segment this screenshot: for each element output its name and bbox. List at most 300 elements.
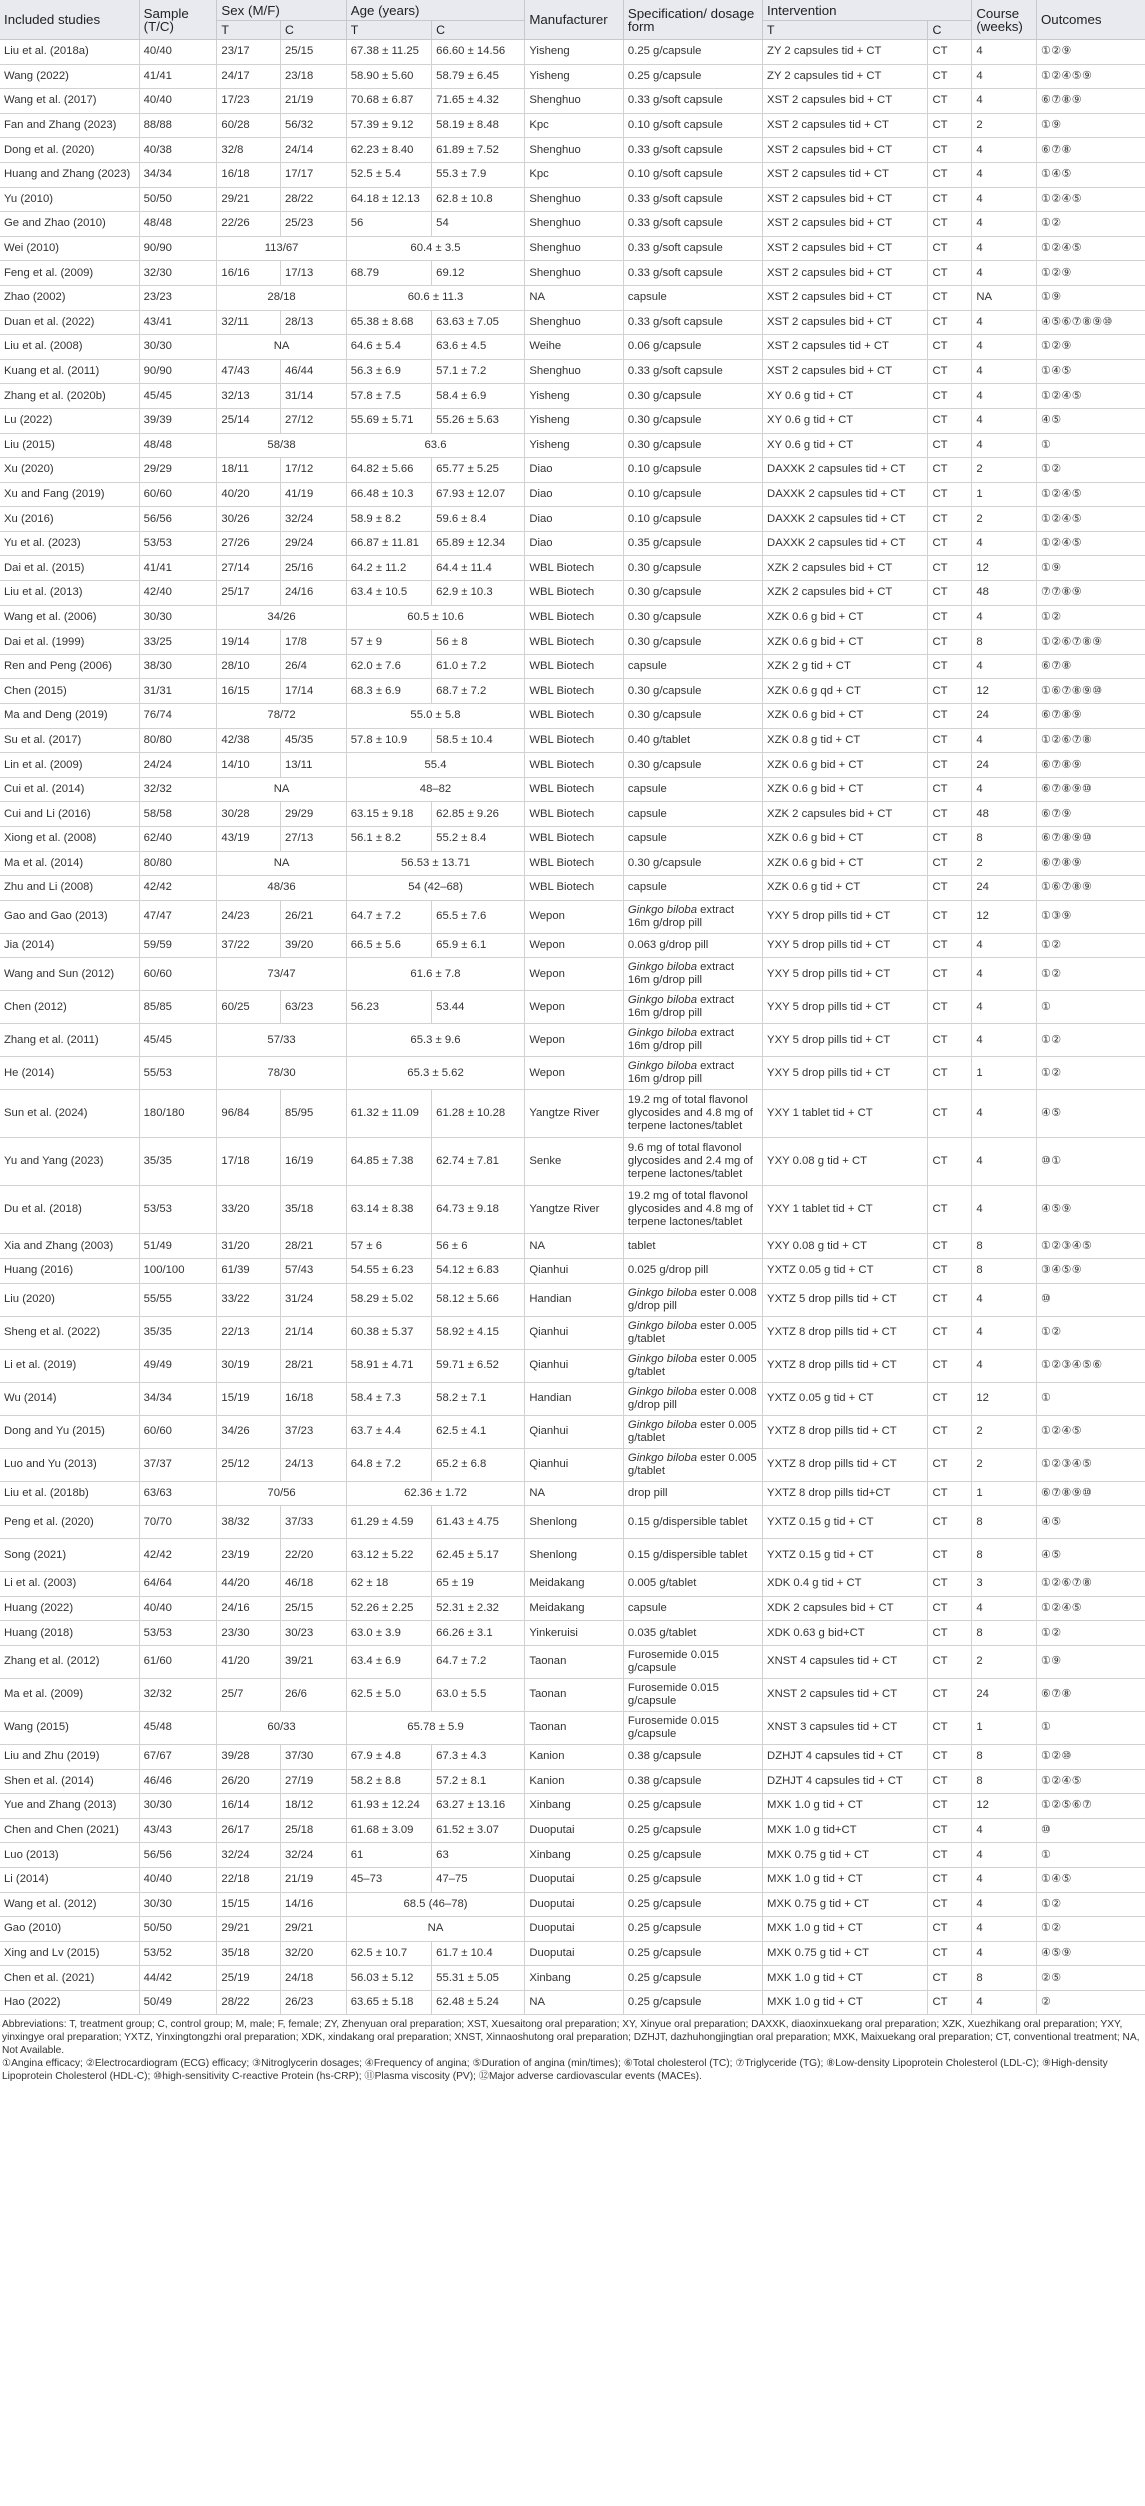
cell-sex-c: 41/19: [280, 482, 346, 507]
cell-manufacturer: Xinbang: [525, 1843, 624, 1868]
cell-course: 8: [972, 1769, 1037, 1794]
spec-text: 0.33 g/soft capsule: [627, 94, 723, 107]
cell-manufacturer: Kanion: [525, 1769, 624, 1794]
cell-outcomes: ①②④⑤: [1036, 507, 1145, 532]
spec-text: capsule: [627, 807, 667, 820]
cell-intervention-c: CT: [928, 261, 972, 286]
cell-outcomes: ①②⑥⑦⑧: [1036, 1572, 1145, 1597]
cell-intervention-t: ZY 2 capsules tid + CT: [763, 40, 928, 65]
spec-text: 0.15 g/dispersible tablet: [627, 1515, 748, 1528]
cell-age-t: 58.4 ± 7.3: [346, 1382, 431, 1415]
cell-specification: [623, 212, 762, 237]
cell-age-c: 54.12 ± 6.83: [432, 1258, 525, 1283]
cell-intervention-t: XST 2 capsules bid + CT: [763, 310, 928, 335]
cell-intervention-c: CT: [928, 408, 972, 433]
cell-sex-t: 23/17: [217, 40, 281, 65]
spec-text: 0.33 g/soft capsule: [627, 143, 723, 156]
cell-manufacturer: Yisheng: [525, 408, 624, 433]
cell-study: Huang (2018): [0, 1621, 139, 1646]
cell-manufacturer: WBL Biotech: [525, 630, 624, 655]
cell-intervention-t: XZK 0.8 g tid + CT: [763, 728, 928, 753]
table-row: [0, 1744, 1145, 1769]
cell-age-t: 61.32 ± 11.09: [346, 1090, 431, 1138]
cell-specification: [623, 679, 762, 704]
cell-specification: [623, 1645, 762, 1678]
cell-outcomes: ①②⑥⑦⑧⑨: [1036, 630, 1145, 655]
cell-sex-c: 21/19: [280, 89, 346, 114]
cell-age-t: 62.5 ± 10.7: [346, 1941, 431, 1966]
header-row-1: [0, 0, 1145, 21]
table-row: [0, 1138, 1145, 1186]
cell-course: 4: [972, 1917, 1037, 1942]
cell-sex-t: 32/24: [217, 1843, 281, 1868]
cell-specification: [623, 138, 762, 163]
cell-age-c: 65.89 ± 12.34: [432, 531, 525, 556]
cell-sex-c: 17/8: [280, 630, 346, 655]
cell-sex-t: 24/17: [217, 64, 281, 89]
cell-intervention-c: CT: [928, 1316, 972, 1349]
cell-outcomes: ①: [1036, 991, 1145, 1024]
cell-age-c: 58.92 ± 4.15: [432, 1316, 525, 1349]
cell-intervention-t: YXY 5 drop pills tid + CT: [763, 1057, 928, 1090]
table-row: [0, 64, 1145, 89]
cell-intervention-t: XNST 4 capsules tid + CT: [763, 1645, 928, 1678]
cell-course: 4: [972, 40, 1037, 65]
cell-specification: [623, 64, 762, 89]
cell-sex-t: 25/17: [217, 581, 281, 606]
cell-specification: [623, 1057, 762, 1090]
cell-sex-c: 63/23: [280, 991, 346, 1024]
table-row: [0, 958, 1145, 991]
cell-specification: [623, 581, 762, 606]
cell-sex-t: 96/84: [217, 1090, 281, 1138]
cell-age-t: 55.69 ± 5.71: [346, 408, 431, 433]
cell-course: 24: [972, 753, 1037, 778]
cell-outcomes: ④⑤: [1036, 1539, 1145, 1572]
cell-intervention-c: CT: [928, 679, 972, 704]
cell-age-t: 56.1 ± 8.2: [346, 827, 431, 852]
cell-manufacturer: Duoputai: [525, 1917, 624, 1942]
table-row: [0, 1316, 1145, 1349]
cell-age-c: 56 ± 6: [432, 1234, 525, 1259]
spec-text: 0.33 g/soft capsule: [627, 266, 723, 279]
header-intervention-t: T: [763, 21, 928, 40]
table-row: [0, 335, 1145, 360]
cell-sex-c: 27/19: [280, 1769, 346, 1794]
cell-specification: [623, 1283, 762, 1316]
cell-sex-t: 16/15: [217, 679, 281, 704]
cell-course: 8: [972, 1258, 1037, 1283]
cell-outcomes: ①②: [1036, 933, 1145, 958]
cell-specification: [623, 1234, 762, 1259]
cell-outcomes: ①: [1036, 1711, 1145, 1744]
cell-outcomes: ①④⑤: [1036, 162, 1145, 187]
cell-manufacturer: Duoputai: [525, 1941, 624, 1966]
cell-intervention-c: CT: [928, 1794, 972, 1819]
cell-age-t: 62.23 ± 8.40: [346, 138, 431, 163]
cell-age-merged: 60.5 ± 10.6: [346, 605, 525, 630]
spec-text: 0.25 g/capsule: [627, 45, 702, 58]
cell-age-t: 57.39 ± 9.12: [346, 113, 431, 138]
cell-intervention-t: YXTZ 8 drop pills tid + CT: [763, 1349, 928, 1382]
cell-intervention-c: CT: [928, 1678, 972, 1711]
cell-sex-merged: 78/30: [217, 1057, 346, 1090]
cell-sex-t: 17/18: [217, 1138, 281, 1186]
table-row: [0, 1481, 1145, 1506]
cell-intervention-t: XZK 0.6 g qd + CT: [763, 679, 928, 704]
cell-specification: [623, 1794, 762, 1819]
cell-course: 4: [972, 162, 1037, 187]
cell-intervention-c: CT: [928, 900, 972, 933]
cell-age-t: 63.7 ± 4.4: [346, 1415, 431, 1448]
cell-outcomes: ①②④⑤: [1036, 1596, 1145, 1621]
cell-manufacturer: Qianhui: [525, 1415, 624, 1448]
cell-specification: [623, 187, 762, 212]
cell-sex-t: 27/26: [217, 531, 281, 556]
cell-age-merged: 60.4 ± 3.5: [346, 236, 525, 261]
header-intervention: Intervention: [763, 0, 972, 21]
cell-study: Zhu and Li (2008): [0, 876, 139, 901]
cell-sample: 45/45: [139, 384, 217, 409]
table-row: [0, 679, 1145, 704]
header-age-c: C: [432, 21, 525, 40]
cell-course: 24: [972, 876, 1037, 901]
cell-course: 24: [972, 1678, 1037, 1711]
cell-intervention-t: XST 2 capsules bid + CT: [763, 187, 928, 212]
spec-text: 0.30 g/capsule: [627, 561, 702, 574]
cell-specification: [623, 1415, 762, 1448]
cell-course: 4: [972, 1138, 1037, 1186]
table-row: [0, 1283, 1145, 1316]
cell-course: 12: [972, 679, 1037, 704]
cell-manufacturer: Meidakang: [525, 1572, 624, 1597]
cell-specification: [623, 1316, 762, 1349]
spec-text: 0.33 g/soft capsule: [627, 242, 723, 255]
cell-age-c: 58.5 ± 10.4: [432, 728, 525, 753]
cell-outcomes: ⑥⑦⑧⑨: [1036, 753, 1145, 778]
cell-age-t: 66.87 ± 11.81: [346, 531, 431, 556]
cell-course: 3: [972, 1572, 1037, 1597]
spec-text: 0.25 g/capsule: [627, 69, 702, 82]
cell-manufacturer: Duoputai: [525, 1818, 624, 1843]
cell-study: Zhao (2002): [0, 285, 139, 310]
cell-sample: 42/42: [139, 876, 217, 901]
cell-study: Dai et al. (2015): [0, 556, 139, 581]
cell-sample: 34/34: [139, 162, 217, 187]
spec-text: 19.2 mg of total flavonol glycosides and 4.8 mg of terpene lactones/tablet: [627, 1094, 753, 1133]
cell-sample: 30/30: [139, 335, 217, 360]
cell-sex-t: 24/16: [217, 1596, 281, 1621]
cell-age-t: 56.3 ± 6.9: [346, 359, 431, 384]
cell-age-c: 58.19 ± 8.48: [432, 113, 525, 138]
cell-sex-c: 27/12: [280, 408, 346, 433]
cell-sex-t: 16/14: [217, 1794, 281, 1819]
cell-intervention-c: CT: [928, 1234, 972, 1259]
cell-age-c: 55.3 ± 7.9: [432, 162, 525, 187]
cell-sex-t: 25/14: [217, 408, 281, 433]
cell-intervention-t: XZK 0.6 g bid + CT: [763, 704, 928, 729]
table-row: [0, 605, 1145, 630]
cell-sample: 90/90: [139, 359, 217, 384]
cell-intervention-c: CT: [928, 507, 972, 532]
cell-sample: 51/49: [139, 1234, 217, 1259]
cell-specification: [623, 1539, 762, 1572]
cell-study: Xiong et al. (2008): [0, 827, 139, 852]
table-row: [0, 138, 1145, 163]
cell-age-c: 63.0 ± 5.5: [432, 1678, 525, 1711]
cell-course: 2: [972, 851, 1037, 876]
spec-text: 0.38 g/capsule: [627, 1750, 702, 1763]
spec-species-name: Ginkgo biloba: [627, 1352, 697, 1365]
table-row: [0, 1572, 1145, 1597]
abbreviations-note: Abbreviations: T, treatment group; C, control group; M, male; F, female; ZY, Zhenyuan oral preparation; XST, Xuesaitong oral preparation; XY, Xinyue oral preparation; DAXXK, diaoxinxuekang oral preparation; XZK, Xuezhikang oral preparation; YXY, yinxingye oral preparation; YXTZ, Yinxingtongzhi oral preparation; XDK, xindakang oral preparation; XNST, Xinnaoshutong oral preparation; DZHJT, dazhuhongjingtian oral preparation; MXK, Maixuekang oral preparation; CT, conventional treatment; NA, Not Available.: [2, 2019, 1140, 2057]
cell-intervention-t: XZK 0.6 g bid + CT: [763, 777, 928, 802]
cell-sample: 48/48: [139, 433, 217, 458]
cell-manufacturer: Qianhui: [525, 1349, 624, 1382]
cell-sex-t: 15/15: [217, 1892, 281, 1917]
cell-outcomes: ①⑨: [1036, 556, 1145, 581]
cell-study: Wei (2010): [0, 236, 139, 261]
cell-intervention-t: XNST 3 capsules tid + CT: [763, 1711, 928, 1744]
cell-sex-c: 23/18: [280, 64, 346, 89]
cell-sex-t: 19/14: [217, 630, 281, 655]
cell-manufacturer: Handian: [525, 1382, 624, 1415]
cell-course: 4: [972, 384, 1037, 409]
cell-course: 8: [972, 827, 1037, 852]
spec-text: capsule: [627, 660, 667, 673]
cell-outcomes: ①④⑤: [1036, 1867, 1145, 1892]
table-row: [0, 408, 1145, 433]
cell-intervention-c: CT: [928, 1711, 972, 1744]
cell-outcomes: ①②: [1036, 458, 1145, 483]
cell-intervention-c: CT: [928, 827, 972, 852]
cell-study: Yu (2010): [0, 187, 139, 212]
spec-species-name: Ginkgo biloba: [627, 1418, 697, 1431]
cell-course: 4: [972, 1867, 1037, 1892]
cell-course: 4: [972, 1349, 1037, 1382]
cell-age-t: 62.0 ± 7.6: [346, 654, 431, 679]
spec-species-name: Ginkgo biloba: [627, 1385, 697, 1398]
cell-sample: 35/35: [139, 1138, 217, 1186]
spec-text: capsule: [627, 881, 667, 894]
cell-age-c: 58.2 ± 7.1: [432, 1382, 525, 1415]
cell-sex-c: 24/16: [280, 581, 346, 606]
cell-study: Xu (2020): [0, 458, 139, 483]
cell-sex-c: 17/12: [280, 458, 346, 483]
cell-sample: 63/63: [139, 1481, 217, 1506]
cell-course: 8: [972, 1539, 1037, 1572]
cell-sample: 40/38: [139, 138, 217, 163]
spec-text: 0.35 g/capsule: [627, 537, 702, 550]
cell-intervention-t: YXTZ 0.05 g tid + CT: [763, 1258, 928, 1283]
cell-sex-t: 26/20: [217, 1769, 281, 1794]
cell-sex-c: 24/18: [280, 1966, 346, 1991]
cell-specification: [623, 876, 762, 901]
cell-age-c: 65 ± 19: [432, 1572, 525, 1597]
cell-outcomes: ④⑤⑥⑦⑧⑨⑩: [1036, 310, 1145, 335]
cell-sample: 56/56: [139, 507, 217, 532]
table-row: [0, 1645, 1145, 1678]
cell-course: 8: [972, 630, 1037, 655]
cell-intervention-c: CT: [928, 1744, 972, 1769]
cell-age-merged: 48–82: [346, 777, 525, 802]
cell-sample: 43/43: [139, 1818, 217, 1843]
cell-manufacturer: Shenghuo: [525, 236, 624, 261]
cell-course: 4: [972, 1818, 1037, 1843]
cell-study: Duan et al. (2022): [0, 310, 139, 335]
table-row: [0, 482, 1145, 507]
cell-intervention-t: XST 2 capsules tid + CT: [763, 335, 928, 360]
cell-study: Zhang et al. (2011): [0, 1024, 139, 1057]
cell-age-c: 59.6 ± 8.4: [432, 507, 525, 532]
cell-sex-merged: 58/38: [217, 433, 346, 458]
cell-sex-t: 38/32: [217, 1506, 281, 1539]
cell-sample: 56/56: [139, 1843, 217, 1868]
cell-study: Luo (2013): [0, 1843, 139, 1868]
cell-intervention-c: CT: [928, 802, 972, 827]
cell-intervention-t: YXTZ 5 drop pills tid + CT: [763, 1283, 928, 1316]
cell-specification: [623, 1506, 762, 1539]
header-sex-c: C: [280, 21, 346, 40]
cell-sex-c: 25/23: [280, 212, 346, 237]
cell-sex-merged: NA: [217, 777, 346, 802]
cell-study: Chen (2012): [0, 991, 139, 1024]
spec-text: drop pill: [627, 1486, 668, 1499]
cell-study: Xu (2016): [0, 507, 139, 532]
spec-text: Furosemide 0.015 g/capsule: [627, 1714, 719, 1740]
cell-sex-c: 13/11: [280, 753, 346, 778]
cell-sex-t: 18/11: [217, 458, 281, 483]
cell-course: 4: [972, 777, 1037, 802]
table-row: [0, 654, 1145, 679]
cell-sex-t: 60/25: [217, 991, 281, 1024]
cell-age-t: 62 ± 18: [346, 1572, 431, 1597]
cell-sex-c: 28/21: [280, 1234, 346, 1259]
cell-specification: [623, 1138, 762, 1186]
cell-specification: [623, 630, 762, 655]
cell-manufacturer: WBL Biotech: [525, 654, 624, 679]
spec-text: Furosemide 0.015 g/capsule: [627, 1648, 719, 1674]
cell-sex-merged: NA: [217, 851, 346, 876]
cell-intervention-c: CT: [928, 556, 972, 581]
spec-text: 0.33 g/soft capsule: [627, 365, 723, 378]
cell-manufacturer: NA: [525, 1481, 624, 1506]
cell-intervention-c: CT: [928, 581, 972, 606]
table-row: [0, 1349, 1145, 1382]
cell-outcomes: ①⑨: [1036, 113, 1145, 138]
table-row: [0, 531, 1145, 556]
cell-study: Fan and Zhang (2023): [0, 113, 139, 138]
cell-intervention-c: CT: [928, 359, 972, 384]
cell-outcomes: ①: [1036, 433, 1145, 458]
cell-specification: [623, 408, 762, 433]
cell-course: 4: [972, 605, 1037, 630]
cell-manufacturer: NA: [525, 1990, 624, 2015]
spec-text: ester 0.005 g/tablet: [627, 1451, 757, 1477]
cell-study: Chen (2015): [0, 679, 139, 704]
cell-intervention-t: MXK 1.0 g tid+CT: [763, 1818, 928, 1843]
cell-specification: [623, 851, 762, 876]
spec-text: extract 16m g/drop pill: [627, 903, 735, 929]
header-specification: Specification/ dosage form: [623, 0, 762, 40]
cell-study: Gao and Gao (2013): [0, 900, 139, 933]
table-row: [0, 433, 1145, 458]
cell-course: 4: [972, 64, 1037, 89]
cell-intervention-c: CT: [928, 1941, 972, 1966]
cell-specification: [623, 1867, 762, 1892]
cell-sample: 45/45: [139, 1024, 217, 1057]
table-row: [0, 1057, 1145, 1090]
table-row: [0, 261, 1145, 286]
cell-age-merged: 62.36 ± 1.72: [346, 1481, 525, 1506]
table-row: [0, 1415, 1145, 1448]
cell-manufacturer: Shenlong: [525, 1539, 624, 1572]
cell-sex-c: 46/18: [280, 1572, 346, 1597]
cell-age-c: 52.31 ± 2.32: [432, 1596, 525, 1621]
spec-text: capsule: [627, 783, 667, 796]
cell-manufacturer: WBL Biotech: [525, 777, 624, 802]
header-sex: Sex (M/F): [217, 0, 346, 21]
cell-sex-t: 25/7: [217, 1678, 281, 1711]
cell-intervention-t: DAXXK 2 capsules tid + CT: [763, 531, 928, 556]
spec-text: extract 16m g/drop pill: [627, 961, 735, 987]
cell-age-t: 63.4 ± 6.9: [346, 1645, 431, 1678]
header-outcomes: Outcomes: [1036, 0, 1145, 40]
cell-intervention-c: CT: [928, 1382, 972, 1415]
spec-species-name: Ginkgo biloba: [627, 961, 697, 974]
cell-intervention-t: XDK 0.4 g tid + CT: [763, 1572, 928, 1597]
cell-outcomes: ①⑥⑦⑧⑨: [1036, 876, 1145, 901]
table-row: [0, 1917, 1145, 1942]
cell-intervention-t: XDK 2 capsules bid + CT: [763, 1596, 928, 1621]
cell-intervention-t: XY 0.6 g tid + CT: [763, 384, 928, 409]
cell-sex-c: 45/35: [280, 728, 346, 753]
cell-manufacturer: Shenghuo: [525, 212, 624, 237]
cell-age-c: 62.8 ± 10.8: [432, 187, 525, 212]
table-row: [0, 285, 1145, 310]
cell-manufacturer: Kanion: [525, 1744, 624, 1769]
cell-sex-c: 30/23: [280, 1621, 346, 1646]
table-row: [0, 1448, 1145, 1481]
cell-outcomes: ①②: [1036, 1316, 1145, 1349]
cell-study: He (2014): [0, 1057, 139, 1090]
cell-sample: 30/30: [139, 1892, 217, 1917]
cell-sample: 43/41: [139, 310, 217, 335]
cell-specification: [623, 1186, 762, 1234]
cell-outcomes: ①②④⑤⑨: [1036, 64, 1145, 89]
cell-age-c: 65.5 ± 7.6: [432, 900, 525, 933]
cell-sex-c: 17/14: [280, 679, 346, 704]
cell-outcomes: ③④⑤⑨: [1036, 1258, 1145, 1283]
cell-manufacturer: NA: [525, 1234, 624, 1259]
cell-manufacturer: Senke: [525, 1138, 624, 1186]
cell-age-t: 64.6 ± 5.4: [346, 335, 431, 360]
cell-study: Xu and Fang (2019): [0, 482, 139, 507]
cell-manufacturer: Xinbang: [525, 1794, 624, 1819]
cell-study: Sheng et al. (2022): [0, 1316, 139, 1349]
cell-sample: 53/53: [139, 1621, 217, 1646]
cell-outcomes: ①②: [1036, 1024, 1145, 1057]
table-row: [0, 802, 1145, 827]
cell-intervention-t: XST 2 capsules bid + CT: [763, 236, 928, 261]
cell-course: 8: [972, 1506, 1037, 1539]
spec-text: 0.10 g/capsule: [627, 512, 702, 525]
cell-sex-c: 27/13: [280, 827, 346, 852]
cell-manufacturer: Diao: [525, 482, 624, 507]
cell-intervention-c: CT: [928, 310, 972, 335]
cell-sex-c: 85/95: [280, 1090, 346, 1138]
cell-outcomes: ①⑨: [1036, 1645, 1145, 1678]
